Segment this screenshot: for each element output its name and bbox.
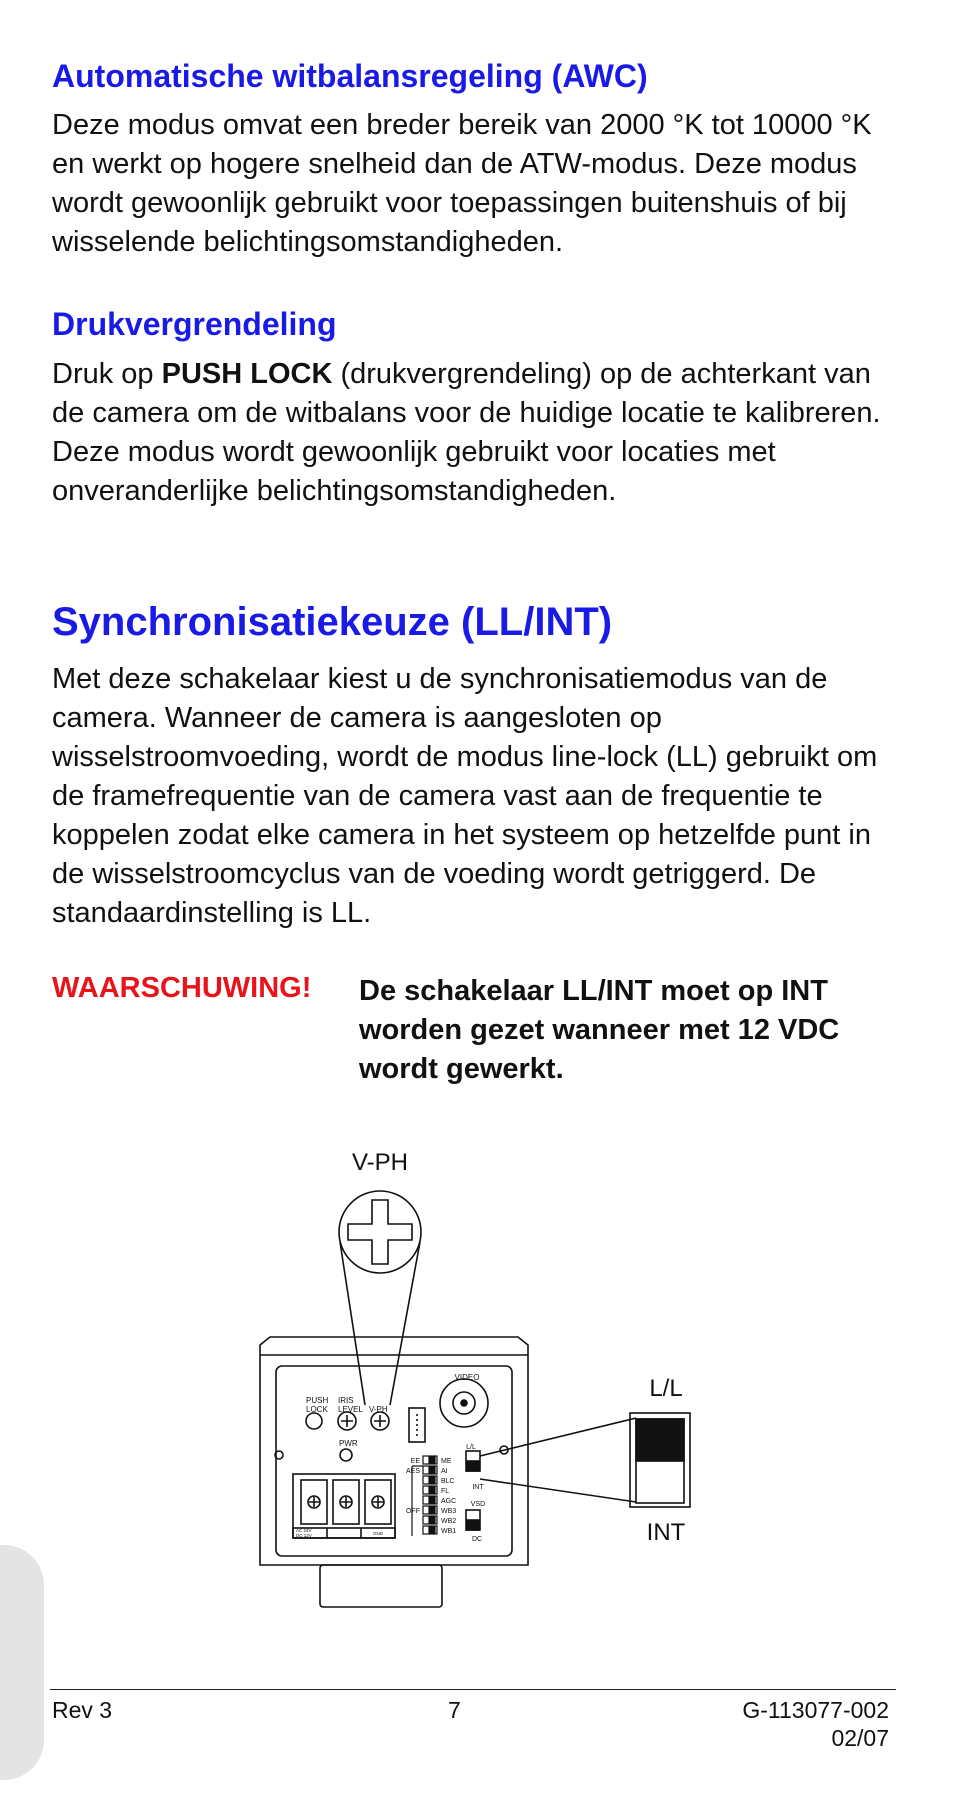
vph-screw-magnified-icon xyxy=(339,1191,421,1273)
warning-label: WAARSCHUWING! xyxy=(52,972,312,1004)
paragraph-push-lock-start: Druk op xyxy=(52,358,162,390)
dip-label-wb2: WB2 xyxy=(441,1518,457,1525)
panel-level-label: LEVEL xyxy=(338,1405,363,1414)
terminal-label-gnd: GND xyxy=(373,1531,383,1536)
panel-aes-label: AES xyxy=(405,1468,420,1475)
panel-push-label: PUSH xyxy=(306,1396,329,1405)
dip-label-agc: AGC xyxy=(441,1498,457,1505)
int-callout-label: INT xyxy=(646,1519,686,1546)
terminal-label-dc: DC 12V xyxy=(296,1533,312,1538)
footer-date: 02/07 xyxy=(831,1725,889,1751)
terminal-label-ac: AC 24V xyxy=(296,1528,312,1533)
heading-awc: Automatische witbalansregeling (AWC) xyxy=(52,58,648,94)
dip-label-blc: BLC xyxy=(441,1478,455,1485)
dip-label-me: ME xyxy=(441,1458,452,1465)
ll-callout-label: L/L xyxy=(649,1375,683,1402)
heading-sync: Synchronisatiekeuze (LL/INT) xyxy=(52,600,613,644)
panel-dc-label: DC xyxy=(471,1536,483,1543)
panel-pwr-label: PWR xyxy=(339,1439,358,1448)
dip-label-wb1: WB1 xyxy=(441,1528,457,1535)
panel-vsd-label: VSD xyxy=(470,1501,486,1508)
panel-video-label: VIDEO xyxy=(454,1373,480,1382)
footer-rule xyxy=(50,1689,896,1690)
warning-text: De schakelaar LL/INT moet op INT worden gezet wanneer met 12 VDC wordt gewerkt. xyxy=(359,975,840,1085)
footer-doc-number: G-113077-002 xyxy=(742,1697,889,1723)
paragraph-awc: Deze modus omvat een breder bereik van 2000 °K tot 10000 °K en werkt op hogere snelheid dan de ATW-modus. Deze modus wordt gewoonlijk gebruikt voor toepassingen buitenshuis of bij wisselende belichtingsomstandigheden. xyxy=(52,109,872,258)
panel-int-label: INT xyxy=(472,1484,484,1491)
panel-ll-label: L/L xyxy=(466,1444,476,1451)
footer-revision: Rev 3 xyxy=(52,1697,113,1723)
paragraph-sync: Met deze schakelaar kiest u de synchronisatiemodus van de camera. Wanneer de camera is aangesloten op wisselstroomvoeding, wordt de modus line-lock (LL) gebruikt om de framefrequentie van de camera vast aan de frequentie te koppelen zodat elke camera in het systeem op hetzelfde punt in de wisselstroomcyclus van de voeding wordt getriggerd. De standaardinstelling is LL. xyxy=(52,663,878,929)
panel-iris-label: IRIS xyxy=(338,1396,354,1405)
dip-label-ai: AI xyxy=(441,1468,448,1475)
panel-ee-label: EE xyxy=(410,1458,420,1465)
dip-label-wb3: WB3 xyxy=(441,1508,457,1515)
panel-vph-label: V-PH xyxy=(369,1405,388,1414)
panel-lock-label: LOCK xyxy=(306,1405,328,1414)
dip-label-fl: FL xyxy=(441,1488,450,1495)
push-lock-button-icon xyxy=(306,1413,322,1429)
panel-off-label: OFF xyxy=(406,1508,420,1515)
push-lock-term: PUSH LOCK xyxy=(161,358,333,390)
paragraph-push-lock-end: (drukvergrendeling) op de achterkant van de camera om de witbalans voor de huidige locatie te kalibreren. Deze modus wordt gewoonlijk gebruikt voor locaties met onveranderlijke belichtingsomstandigheden. xyxy=(52,358,881,507)
footer-page-number: 7 xyxy=(448,1697,461,1723)
vph-callout-label: V-PH xyxy=(351,1149,409,1176)
heading-push-lock: Drukvergrendeling xyxy=(52,306,337,342)
